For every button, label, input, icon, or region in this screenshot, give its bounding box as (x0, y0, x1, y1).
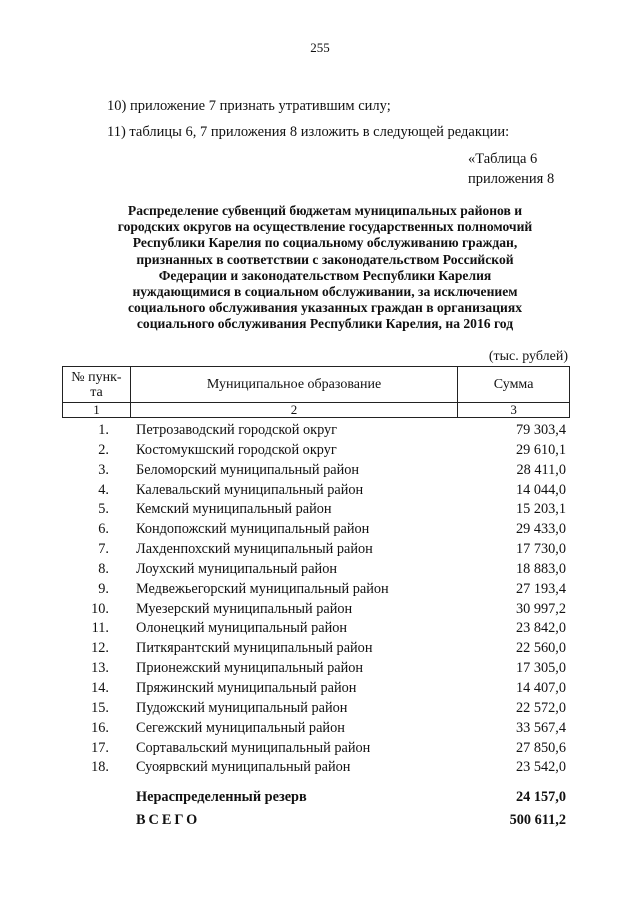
row-amount: 22 560,0 (515, 640, 566, 657)
table-ref-line2: приложения 8 (468, 171, 555, 187)
row-amount: 23 842,0 (515, 620, 566, 637)
header-number-line2: та (90, 384, 103, 400)
table-row (62, 699, 570, 719)
row-municipality: Олонецкий муниципальный район (136, 620, 348, 637)
row-number: 10. (91, 600, 109, 617)
row-amount: 30 997,2 (515, 600, 566, 617)
header-number-cell (63, 367, 131, 403)
row-municipality: Медвежьегорский муниципальный район (136, 580, 389, 597)
row-number: 3. (98, 461, 109, 478)
row-number: 18. (91, 759, 109, 776)
row-amount: 17 305,0 (515, 660, 566, 677)
title-line: Республики Карелия по социальному обслуживанию граждан, (132, 235, 518, 251)
paragraph-item-11: 11) таблицы 6, 7 приложения 8 изложить в следующей редакции: (107, 124, 510, 140)
row-amount: 28 411,0 (516, 461, 566, 478)
title-line: признанных в соответствии с законодательством Российской (136, 251, 514, 267)
row-amount: 17 730,0 (515, 541, 566, 558)
row-municipality: Лахденпохский муниципальный район (136, 541, 373, 558)
row-number: 13. (91, 660, 109, 677)
title-line: Федерации и законодательством Республики Карелия (158, 267, 492, 283)
table-row (62, 500, 570, 520)
row-number: 11. (91, 620, 109, 637)
row-municipality: Пряжинский муниципальный район (136, 679, 357, 696)
table-ref-line1: «Таблица 6 (468, 151, 538, 167)
row-number: 15. (91, 699, 109, 716)
row-municipality: Муезерский муниципальный район (136, 600, 353, 617)
table-row (62, 600, 570, 620)
table-row (62, 739, 570, 759)
header-index-3: 3 (458, 403, 570, 418)
reserve-amount: 24 157,0 (515, 789, 566, 805)
title-line: нуждающимися в социальном обслуживании, за исключением (132, 284, 518, 300)
row-amount: 29 433,0 (515, 521, 566, 538)
reserve-row (62, 789, 570, 809)
table-row (62, 421, 570, 441)
table-body (62, 421, 570, 778)
table-reference (468, 149, 554, 189)
row-municipality: Калевальский муниципальный район (136, 481, 364, 498)
total-label: ВСЕГО (136, 812, 201, 828)
row-number: 6. (98, 521, 109, 538)
row-number: 16. (91, 719, 109, 736)
row-amount: 27 850,6 (515, 739, 566, 756)
row-amount: 22 572,0 (515, 699, 566, 716)
table-row (62, 659, 570, 679)
row-amount: 14 044,0 (515, 481, 566, 498)
table-row (62, 461, 570, 481)
row-municipality: Кемский муниципальный район (136, 501, 332, 518)
row-amount: 29 610,1 (515, 441, 566, 458)
header-municipality: Муниципальное образование (130, 367, 457, 403)
table-header (62, 366, 570, 418)
row-amount: 18 883,0 (515, 560, 566, 577)
table-row (62, 540, 570, 560)
title-line: городских округов на осуществление государственных полномочий (117, 219, 533, 235)
total-amount: 500 611,2 (509, 812, 566, 828)
row-number: 1. (98, 422, 109, 438)
row-amount: 27 193,4 (515, 580, 566, 597)
total-row (62, 812, 570, 832)
table-row (62, 580, 570, 600)
title-line: социального обслуживания Республики Карелия, на 2016 год (136, 316, 514, 332)
row-number: 2. (98, 441, 109, 458)
table-row (62, 639, 570, 659)
header-amount: Сумма (458, 367, 570, 403)
table-row (62, 758, 570, 778)
document-title (80, 203, 570, 333)
page-number: 255 (310, 40, 330, 55)
table-row (62, 481, 570, 501)
row-municipality: Пудожский муниципальный район (136, 699, 348, 716)
title-line: социального обслуживания указанных граждан в организациях (127, 300, 523, 316)
row-number: 12. (91, 640, 109, 657)
table-row (62, 560, 570, 580)
header-index-1: 1 (63, 403, 131, 418)
row-municipality: Беломорский муниципальный район (136, 461, 360, 478)
row-municipality: Суоярвский муниципальный район (136, 759, 351, 776)
row-number: 5. (98, 501, 109, 518)
header-number-line1: № пунк- (71, 369, 122, 385)
row-municipality: Костомукшский городской округ (136, 441, 337, 458)
row-municipality: Лоухский муниципальный район (136, 560, 338, 577)
reserve-label: Нераспределенный резерв (136, 789, 307, 805)
header-index-2: 2 (130, 403, 457, 418)
row-municipality: Прионежский муниципальный район (136, 660, 364, 677)
title-line: Распределение субвенций бюджетам муниципальных районов и (127, 203, 523, 218)
row-municipality: Петрозаводский городской округ (136, 422, 338, 438)
row-municipality: Сегежский муниципальный район (136, 719, 345, 736)
units-label: (тыс. рублей) (488, 349, 568, 364)
table-row (62, 441, 570, 461)
table-row (62, 520, 570, 540)
row-amount: 14 407,0 (515, 679, 566, 696)
row-municipality: Кондопожский муниципальный район (136, 521, 370, 538)
row-number: 17. (91, 739, 109, 756)
row-municipality: Питкярантский муниципальный район (136, 640, 373, 657)
row-amount: 15 203,1 (515, 501, 566, 518)
row-number: 7. (98, 541, 109, 558)
row-number: 4. (98, 481, 109, 498)
row-municipality: Сортавальский муниципальный район (136, 739, 371, 756)
row-amount: 79 303,4 (515, 422, 566, 438)
row-number: 14. (91, 679, 109, 696)
row-number: 9. (98, 580, 109, 597)
row-amount: 33 567,4 (515, 719, 566, 736)
paragraph-item-10: 10) приложение 7 признать утратившим силу; (107, 98, 391, 114)
row-amount: 23 542,0 (515, 759, 566, 776)
table-row (62, 679, 570, 699)
table-row (62, 619, 570, 639)
row-number: 8. (98, 560, 109, 577)
table-row (62, 719, 570, 739)
